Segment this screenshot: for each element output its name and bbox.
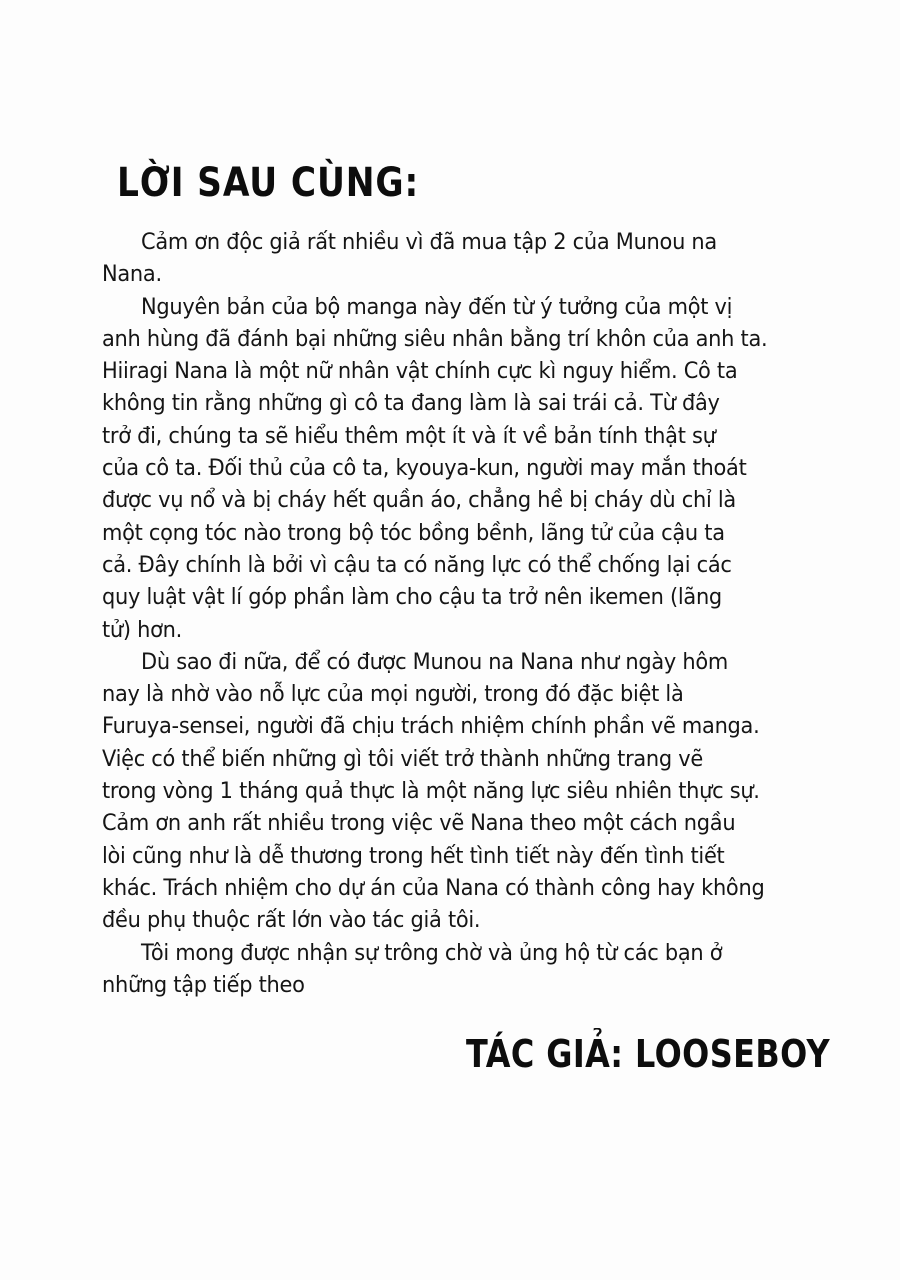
paragraph-3-line-4: Việc có thể biến những gì tôi viết trở thành những trang vẽ [102, 745, 703, 772]
paragraph-2-line-10: quy luật vật lí góp phần làm cho cậu ta trở nên ikemen (lãng [102, 584, 722, 611]
paragraph-3-line-9: đều phụ thuộc rất lớn vào tác giả tôi. [102, 907, 481, 934]
paragraph-2-line-7: được vụ nổ và bị cháy hết quần áo, chẳng hề bị cháy dù chỉ là [102, 487, 736, 514]
paragraph-4-line-1: Tôi mong được nhận sự trông chờ và ủng hộ từ các bạn ở [141, 939, 723, 966]
paragraph-2-line-9: cả. Đây chính là bởi vì cậu ta có năng lực có thể chống lại các [102, 551, 732, 578]
paragraph-2-line-5: trở đi, chúng ta sẽ hiểu thêm một ít và ít về bản tính thật sự [102, 422, 716, 449]
paragraph-2-line-2: anh hùng đã đánh bại những siêu nhân bằng trí khôn của anh ta. [102, 325, 768, 352]
paragraph-3-line-6: Cảm ơn anh rất nhiều trong việc vẽ Nana theo một cách ngầu [102, 810, 736, 837]
paragraph-2-line-6: của cô ta. Đối thủ của cô ta, kyouya-kun, người may mắn thoát [102, 455, 747, 482]
paragraph-2-line-4: không tin rằng những gì cô ta đang làm là sai trái cả. Từ đây [102, 390, 720, 417]
paragraph-1-line-2: Nana. [102, 261, 162, 288]
paragraph-2-line-11: tử) hơn. [102, 616, 183, 643]
paragraph-2-line-1: Nguyên bản của bộ manga này đến từ ý tưởng của một vị [141, 293, 733, 320]
paragraph-3-line-3: Furuya-sensei, người đã chịu trách nhiệm chính phần vẽ manga. [102, 713, 760, 740]
paragraph-3-line-7: lòi cũng như là dễ thương trong hết tình tiết này đến tình tiết [102, 842, 725, 869]
afterword-body [102, 226, 781, 1001]
afterword-title: LỜI SAU CÙNG: [117, 160, 420, 206]
paragraph-3-line-1: Dù sao đi nữa, để có được Munou na Nana như ngày hôm [141, 648, 728, 675]
paragraph-2-line-8: một cọng tóc nào trong bộ tóc bồng bềnh, lãng tử của cậu ta [102, 519, 725, 546]
paragraph-3-line-5: trong vòng 1 tháng quả thực là một năng lực siêu nhiên thực sự. [102, 778, 760, 805]
paragraph-4-line-2: những tập tiếp theo [102, 971, 305, 998]
paragraph-1-line-1: Cảm ơn độc giả rất nhiều vì đã mua tập 2 của Munou na [141, 229, 717, 255]
author-signature: TÁC GIẢ: LOOSEBOY [466, 1032, 831, 1076]
paragraph-2-line-3: Hiiragi Nana là một nữ nhân vật chính cực kì nguy hiểm. Cô ta [102, 358, 738, 385]
paragraph-3-line-2: nay là nhờ vào nỗ lực của mọi người, trong đó đặc biệt là [102, 681, 684, 708]
paragraph-3-line-8: khác. Trách nhiệm cho dự án của Nana có thành công hay không [102, 874, 765, 901]
